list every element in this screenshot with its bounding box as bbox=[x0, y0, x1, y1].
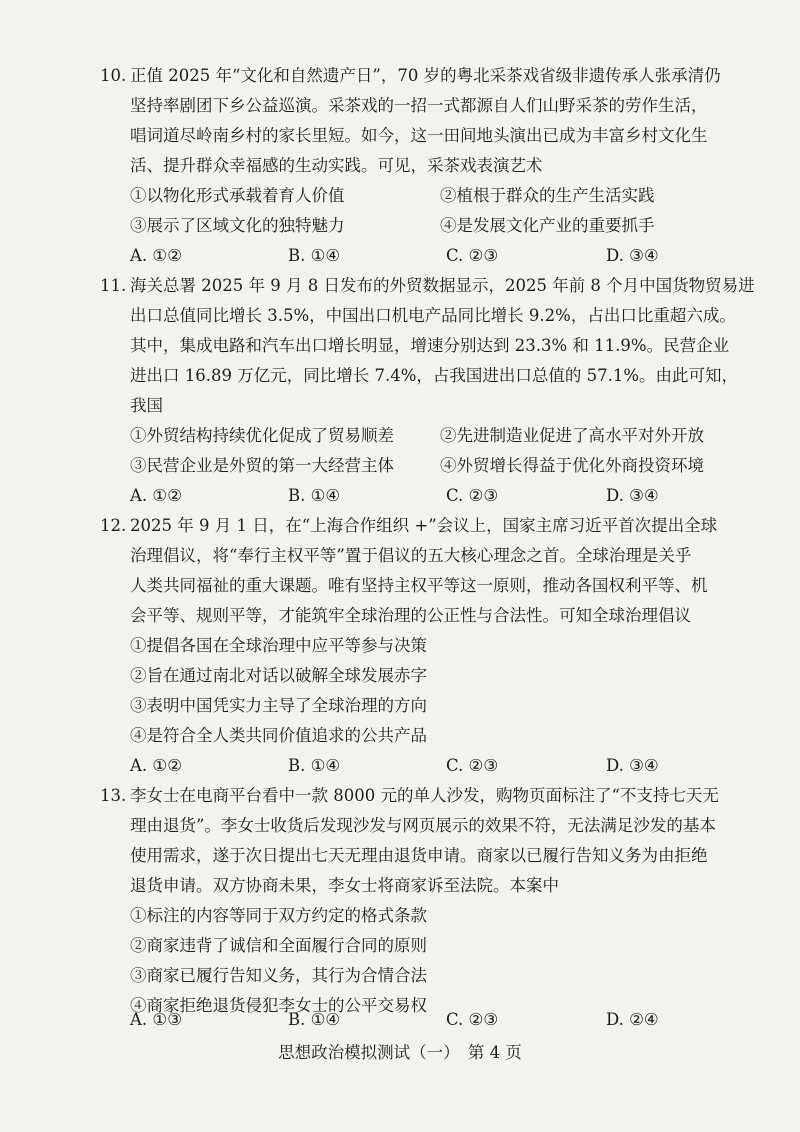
answer-choice-a: A. ①③ bbox=[130, 1010, 182, 1029]
statement-option: ②先进制造业促进了高水平对外开放 bbox=[440, 426, 704, 445]
answer-choice-c: C. ②③ bbox=[446, 1010, 499, 1029]
question-number: 11. bbox=[100, 276, 127, 295]
statement-option: ①提倡各国在全球治理中应平等参与决策 bbox=[130, 636, 427, 655]
answer-choice-b: B. ①④ bbox=[288, 246, 341, 265]
statement-option: ④商家拒绝退货侵犯李女士的公平交易权 bbox=[130, 996, 427, 1015]
statement-option: ②植根于群众的生产生活实践 bbox=[440, 186, 655, 205]
answer-choice-b: B. ①④ bbox=[288, 486, 341, 505]
answer-choice-d: D. ③④ bbox=[606, 246, 659, 265]
statement-option: ②旨在通过南北对话以破解全球发展赤字 bbox=[130, 666, 427, 685]
answer-choice-c: C. ②③ bbox=[446, 486, 499, 505]
statement-option: ④外贸增长得益于优化外商投资环境 bbox=[440, 456, 704, 475]
question-stem-line: 其中，集成电路和汽车出口增长明显，增速分别达到 23.3% 和 11.9%。民营企业 bbox=[130, 336, 730, 355]
answer-choice-a: A. ①② bbox=[130, 246, 182, 265]
question-stem-line: 理由退货”。李女士收货后发现沙发与网页展示的效果不符，无法满足沙发的基本 bbox=[130, 816, 716, 835]
page-footer: 思想政治模拟测试（一） 第 4 页 bbox=[278, 1043, 522, 1062]
question-stem-line: 海关总署 2025 年 9 月 8 日发布的外贸数据显示，2025 年前 8 个月中国货物贸易进 bbox=[130, 276, 755, 295]
statement-option: ①以物化形式承载着育人价值 bbox=[130, 186, 345, 205]
statement-option: ③表明中国凭实力主导了全球治理的方向 bbox=[130, 696, 427, 715]
question-stem-line: 正值 2025 年“文化和自然遗产日”，70 岁的粤北采茶戏省级非遗传承人张承清仍 bbox=[130, 66, 721, 85]
answer-choice-a: A. ①② bbox=[130, 756, 182, 775]
answer-choice-a: A. ①② bbox=[130, 486, 182, 505]
statement-option: ③商家已履行告知义务，其行为合情合法 bbox=[130, 966, 427, 985]
question-stem-line: 2025 年 9 月 1 日，在“上海合作组织 +”会议上，国家主席习近平首次提出全球 bbox=[130, 516, 718, 535]
answer-choice-c: C. ②③ bbox=[446, 756, 499, 775]
question-stem-line: 我国 bbox=[130, 396, 163, 415]
question-stem-line: 治理倡议，将“奉行主权平等”置于倡议的五大核心理念之首。全球治理是关乎 bbox=[130, 546, 692, 565]
question-stem-line: 活、提升群众幸福感的生动实践。可见，采茶戏表演艺术 bbox=[130, 156, 543, 175]
question-stem-line: 人类共同福祉的重大课题。唯有坚持主权平等这一原则，推动各国权利平等、机 bbox=[130, 576, 708, 595]
answer-choice-d: D. ③④ bbox=[606, 756, 659, 775]
question-stem-line: 使用需求，遂于次日提出七天无理由退货申请。商家以已履行告知义务为由拒绝 bbox=[130, 846, 708, 865]
question-number: 12. bbox=[100, 516, 127, 535]
question-stem-line: 唱词道尽岭南乡村的家长里短。如今，这一田间地头演出已成为丰富乡村文化生 bbox=[130, 126, 708, 145]
statement-option: ④是符合全人类共同价值追求的公共产品 bbox=[130, 726, 427, 745]
statement-option: ②商家违背了诚信和全面履行合同的原则 bbox=[130, 936, 427, 955]
statement-option: ①外贸结构持续优化促成了贸易顺差 bbox=[130, 426, 394, 445]
statement-option: ③民营企业是外贸的第一大经营主体 bbox=[130, 456, 394, 475]
answer-choice-d: D. ③④ bbox=[606, 486, 659, 505]
statement-option: ③展示了区域文化的独特魅力 bbox=[130, 216, 345, 235]
question-number: 10. bbox=[100, 66, 127, 85]
statement-option: ④是发展文化产业的重要抓手 bbox=[440, 216, 655, 235]
question-stem-line: 坚持率剧团下乡公益巡演。采茶戏的一招一式都源自人们山野采茶的劳作生活， bbox=[130, 96, 708, 115]
answer-choice-b: B. ①④ bbox=[288, 756, 341, 775]
answer-choice-d: D. ②④ bbox=[606, 1010, 659, 1029]
question-number: 13. bbox=[100, 786, 127, 805]
question-stem-line: 李女士在电商平台看中一款 8000 元的单人沙发，购物页面标注了“不支持七天无 bbox=[130, 786, 719, 805]
statement-option: ①标注的内容等同于双方约定的格式条款 bbox=[130, 906, 427, 925]
answer-choice-c: C. ②③ bbox=[446, 246, 499, 265]
question-stem-line: 会平等、规则平等，才能筑牢全球治理的公正性与合法性。可知全球治理倡议 bbox=[130, 606, 691, 625]
answer-choice-b: B. ①④ bbox=[288, 1010, 341, 1029]
question-stem-line: 进出口 16.89 万亿元，同比增长 7.4%，占我国进出口总值的 57.1%。由此可知， bbox=[130, 366, 739, 385]
question-stem-line: 退货申请。双方协商未果，李女士将商家诉至法院。本案中 bbox=[130, 876, 559, 895]
question-stem-line: 出口总值同比增长 3.5%，中国出口机电产品同比增长 9.2%，占出口比重超六成。 bbox=[130, 306, 736, 325]
